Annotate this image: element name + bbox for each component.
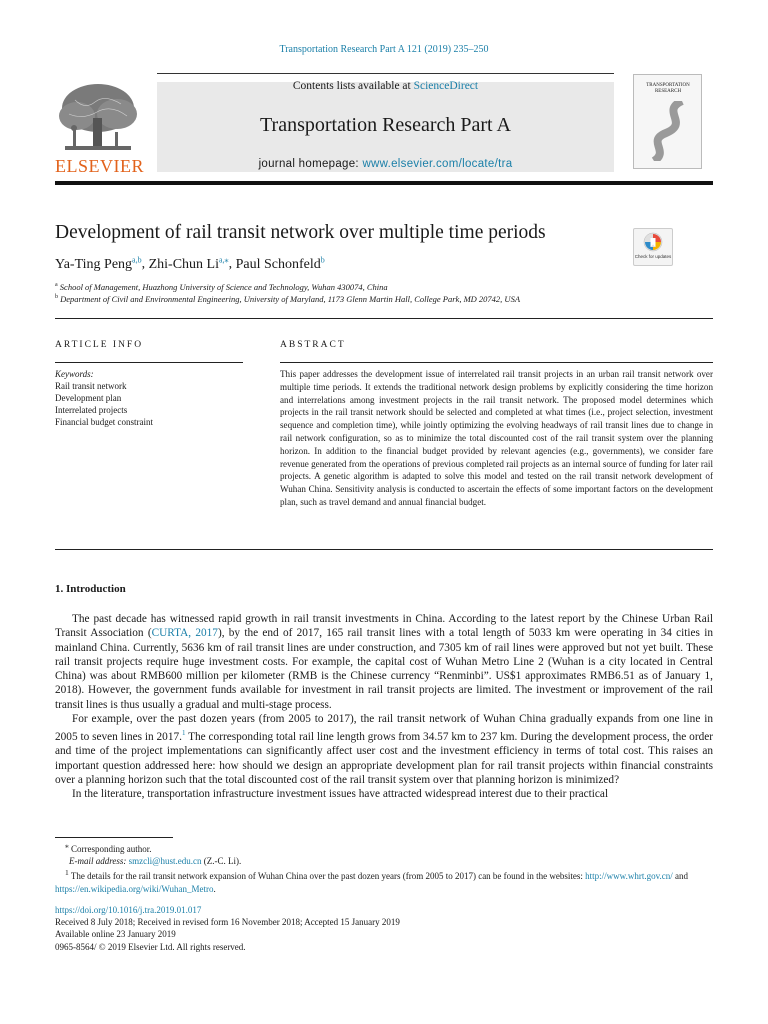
footnote-rule [55,837,173,838]
keywords-label: Keywords: [55,369,94,379]
abstract-heading: ABSTRACT [280,340,346,350]
abstract-rule [280,362,713,363]
footnote-ref[interactable]: 1 [181,729,186,738]
introduction-body [55,612,713,802]
doi-link[interactable]: https://doi.org/10.1016/j.tra.2019.01.017 [55,905,202,915]
header-bottom-rule [55,181,713,185]
keywords-block [55,368,153,428]
header-top-rule [157,73,614,74]
paragraph: For example, over the past dozen years (from 2005 to 2017), the rail transit network of Wuhan China gradually expands from one line in 2005 to seven lines in 2017.$^1$ The corresponding total rail line length grows from 34.57 km to 237 km. During the development process, the order and time of the project implementations can significantly affect user cost and the investment efficiency in terms of total cost. This raises an important question addressed here: how should we design an appropriate development plan for rail transit projects within financial constraints over a planning horizon such that the total discounted cost of the rail transit system over that planning horizon is minimized? [55,713,713,787]
crossmark-icon [643,232,663,252]
elsevier-logo-tree [55,80,141,156]
keyword: Interrelated projects [55,405,128,415]
available-online: Available online 23 January 2019 [55,929,176,940]
section-divider [55,318,713,319]
received-dates: Received 8 July 2018; Received in revised form 16 November 2018; Accepted 15 January 2019 [55,917,400,928]
author[interactable]: Zhi-Chun $Li^{a,⁎}$ [148,255,229,272]
author[interactable]: Ya-Ting Peng$^{a,b}$ [55,255,142,272]
keyword: Financial budget constraint [55,417,153,427]
keyword: Development plan [55,393,122,403]
article-title: Development of rail transit network over multiple time periods [55,222,546,243]
cover-title: TRANSPORTATION RESEARCH [646,83,690,94]
section-divider [55,549,713,550]
corresponding-author-note: ⁎ Corresponding author. [65,841,152,854]
sciencedirect-link[interactable]: ScienceDirect [413,80,479,92]
paragraph: The past decade has witnessed rapid growth in rail transit investments in China. According to the latest report by the Chinese Urban Rail Transit Association (CURTA, 2017), by the end of 2017, 165 rail transit lines with a total length of 5033 km were operating in 34 cities in mainland China. Currently, 5636 km of rail transit lines are under construction, and 7305 km of rail lines were approved but not yet built. These rail transit projects require huge investment costs. For example, the capital cost of Wuhan Metro Line 2 (Wuhan is a city located in Central China) was about RMB600 million per kilometer (RMB is the Chinese currency “Renminbi”. US$1 approximates RMB6.51 as of January 1, 2018). However, the government funds available for investment in rail transit projects are limited. The investment or improvement of the rail transit lines is thus usually a gradual and multi-stage process. [55,613,713,711]
crossmark-label: Check for updates [634,254,672,259]
wikipedia-link[interactable]: https://en.wikipedia.org/wiki/Wuhan_Metro [55,883,214,894]
introduction-heading: 1. Introduction [55,583,126,595]
keyword: Rail transit network [55,381,127,391]
author[interactable]: Paul Schonfeld$^b$ [235,255,325,272]
contents-available: Contents lists available at ScienceDirect [292,80,479,92]
article-info-heading: ARTICLE INFO [55,340,144,350]
copyright: 0965-8564/ © 2019 Elsevier Ltd. All rights reserved. [55,941,246,952]
journal-title: Transportation Research Part A [260,114,511,136]
check-for-updates-badge[interactable] [633,228,673,266]
journal-citation[interactable]: Transportation Research Part A 121 (2019) 235–250 [279,44,489,55]
homepage-link[interactable]: www.elsevier.com/locate/tra [362,158,513,170]
elsevier-wordmark: ELSEVIER [55,156,144,176]
cover-road-graphic [640,101,696,161]
affiliation: $^a$ School of Management, Huazhong University of Science and Technology, Wuhan 430074, China [55,282,388,292]
whrt-link[interactable]: http://www.whrt.gov.cn/ [585,871,673,882]
citation-link[interactable]: CURTA, 2017 [151,627,218,640]
email-link[interactable]: smzcli@hust.edu.cn [128,856,202,867]
affiliation: $^b$ Department of Civil and Environmental Engineering, University of Maryland, 1173 Glenn Martin Hall, College Park, MD 20742, USA [55,294,521,304]
author-list: Ya-Ting Peng$^{a,b}$, Zhi-Chun $Li^{a,⁎}$, Paul Schonfeld$^b$ [55,255,325,272]
journal-homepage: journal homepage: www.elsevier.com/locate/tra [258,158,513,170]
paragraph: In the literature, transportation infrastructure investment issues have attracted widespread interest due to their practical [72,788,609,801]
article-info-rule [55,362,243,363]
email-note: E-mail address: smzcli@hust.edu.cn (Z.-C. Li). [69,856,242,867]
journal-cover-thumbnail[interactable] [633,74,702,169]
footnotes [55,840,713,895]
abstract-text: This paper addresses the development issue of interrelated rail transit projects in an urban rail transit network over multiple time periods. It extends the traditional network design problems by explicitly considering the time horizon and interrelations among investment projects in the rail transit network. The proposed model determines which projects in the rail transit network should be selected and completed at what times (i.e., project selection, investment sequence and completion time), while jointly optimizing the evolving headways of rail transit lines due to change in rail network configuration, so as to minimize the total discounted cost of the rail transit system over the planning horizon. In addition to the financial budget provided by relevant agencies (e.g., governments), we consider fare revenue generated from the operations of previous completed rail projects as an internal source of funding for later rail projects. A genetic algorithm is adapted to solve this model and tested on the rail transit network development of Wuhan China. Sensitivity analysis is conducted to ascertain the effects of some important factors on the development plan, such as travel demand and annual financial budget. [280,369,713,507]
footnote-1: $^1$ The details for the rail transit network expansion of Wuhan China over the past dozen years (from 2005 to 2017) can be found in the websites: http://www.whrt.gov.cn/ and https://en.wikipedia.org/wiki/Wuhan_Metro. [55,868,688,894]
publication-info [55,904,400,953]
